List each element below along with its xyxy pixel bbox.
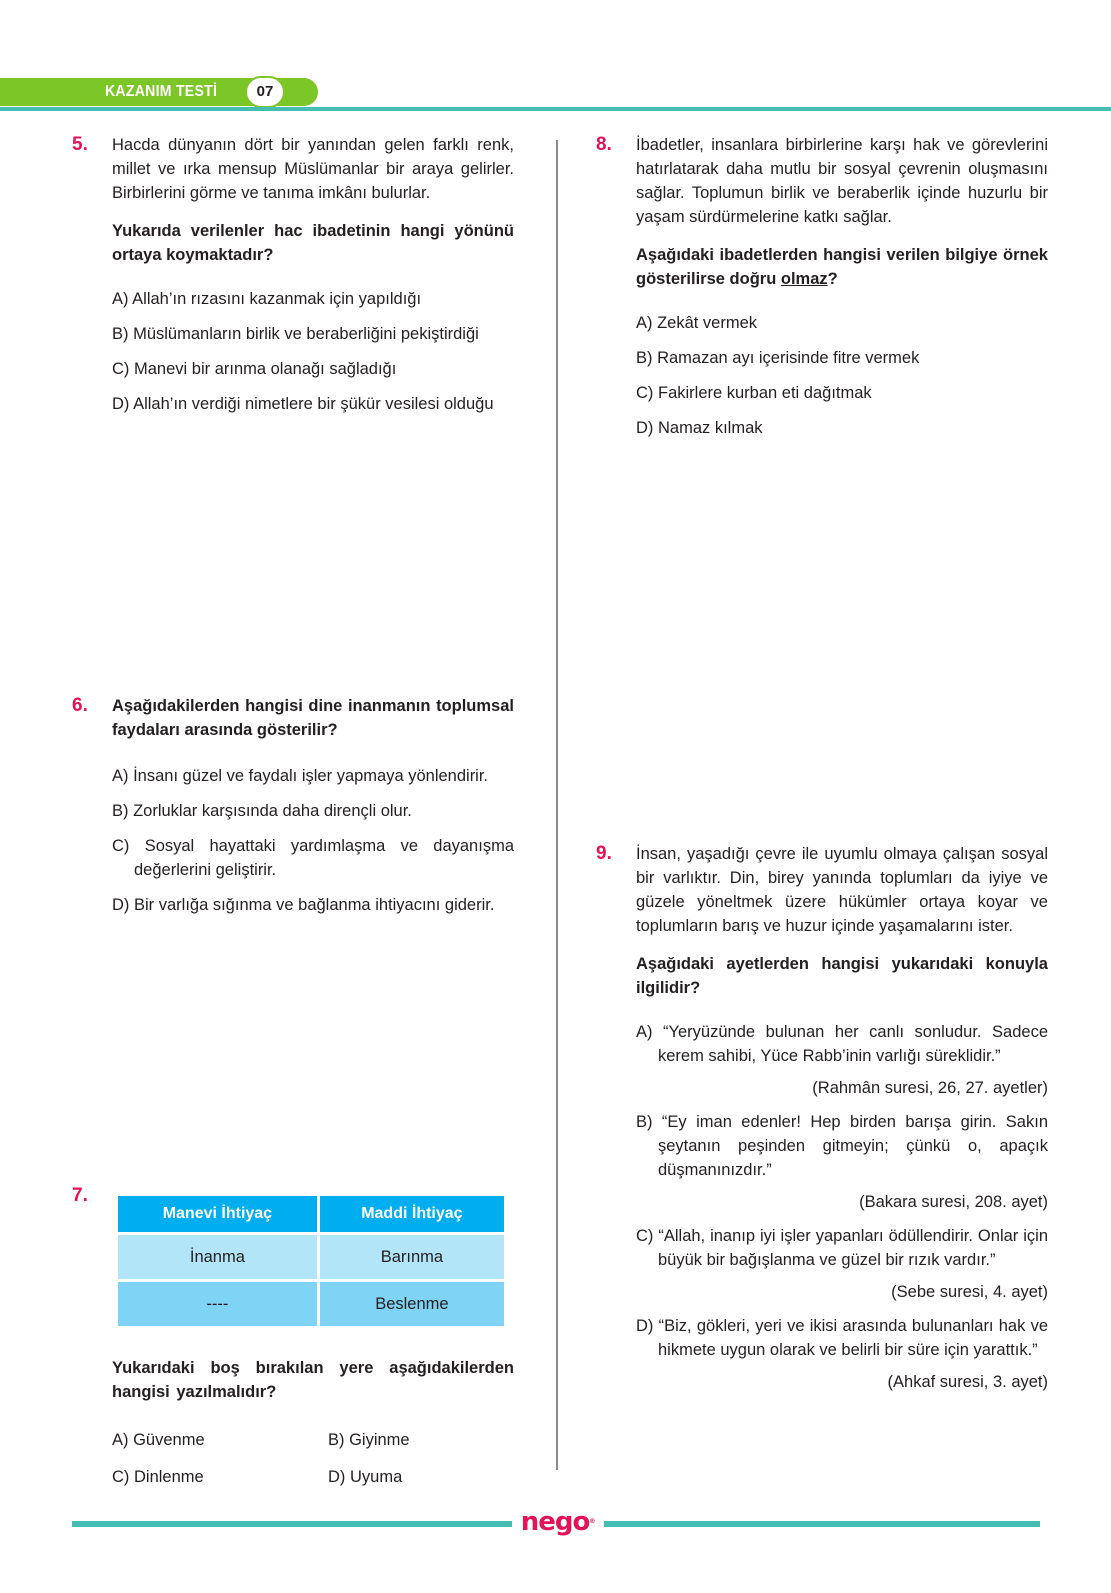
question-stem [636,243,1048,291]
footer-divider-left [72,1521,512,1527]
option-a[interactable]: A) Zekât vermek [636,314,758,332]
option-c[interactable]: C) Dinlenme [112,1468,204,1486]
question-text: İbadetler, insanlara birbirlerine karşı hak ve görevlerini hatırlatarak daha mutlu bir sosyal çevrenin oluşmasını sağlar. Toplumun birlik ve beraberlik içinde huzurlu bir yaşam sürdürmelerine katkı sağlar. [636,136,1048,226]
table-header-maddi: Maddi İhtiyaç [320,1196,504,1232]
stem-text: Aşağıdaki ibadetlerden hangisi verilen bilgiye örnek gösterilirse doğru [636,246,1048,288]
question-number: 9. [596,843,612,864]
question-stem: Aşağıdaki ayetlerden hangisi yukarıdaki konuyla ilgilidir? [636,955,1048,997]
option-a[interactable]: A) Allah’ın rızasını kazanmak için yapıldığı [112,290,422,308]
table-header-row [118,1196,504,1232]
option-c[interactable]: C) Manevi bir arınma olanağı sağladığı [112,360,397,378]
option-a[interactable]: A) İnsanı güzel ve faydalı işler yapmaya yönlendirir. [112,767,489,785]
table-header-manevi: Manevi İhtiyaç [118,1196,317,1232]
option-b[interactable]: B) Giyinme [328,1431,410,1449]
test-title: KAZANIM TESTİ [105,83,218,100]
question-number: 7. [72,1185,88,1206]
option-b[interactable]: B) Zorluklar karşısında daha dirençli olur. [112,802,412,820]
option-a[interactable]: A) “Yeryüzünde bulunan her canlı sonludur. Sadece kerem sahibi, Yüce Rabb’inin varlığı süreklidir.” [636,1023,1048,1065]
question-number: 6. [72,695,88,716]
option-d[interactable]: D) Namaz kılmak [636,419,763,437]
table-row [118,1282,504,1326]
option-b[interactable]: B) Ramazan ayı içerisinde fitre vermek [636,349,920,367]
citation: (Rahmân suresi, 26, 27. ayetler) [812,1079,1048,1097]
question-stem: Yukarıda verilenler hac ibadetinin hangi yönünü ortaya koymaktadır? [112,222,514,264]
needs-table [115,1193,507,1329]
option-b[interactable]: B) “Ey iman edenler! Hep birden barışa girin. Sakın şeytanın peşinden gitmeyin; çünkü o, apaçık düşmanınızdır.” [636,1113,1048,1179]
option-b[interactable]: B) Müslümanların birlik ve beraberliğini pekiştirdiği [112,325,479,343]
option-d[interactable]: D) Allah’ın verdiği nimetlere bir şükür vesilesi olduğu [112,395,494,413]
option-a[interactable]: A) Güvenme [112,1431,205,1449]
option-d[interactable]: D) Bir varlığa sığınma ve bağlanma ihtiyacını giderir. [112,896,495,914]
table-row [118,1235,504,1279]
citation: (Ahkaf suresi, 3. ayet) [887,1373,1048,1391]
question-stem: Yukarıdaki boş bırakılan yere aşağıdakilerden hangisi yazılmalıdır? [112,1359,514,1401]
option-d[interactable]: D) “Biz, gökleri, yeri ve ikisi arasında bulunanları hak ve hikmete uygun olarak ve belirli bir süre için yarattık.” [636,1317,1048,1359]
question-number: 5. [72,134,88,155]
publisher-logo [516,1507,600,1541]
citation: (Sebe suresi, 4. ayet) [891,1283,1048,1301]
test-number-badge: 07 [245,76,285,108]
option-c[interactable]: C) Sosyal hayattaki yardımlaşma ve dayanışma değerlerini geliştirir. [112,837,514,879]
table-cell: Beslenme [320,1282,504,1326]
column-divider [556,140,558,1470]
registered-mark-icon: ® [589,1518,596,1525]
header-divider [0,107,1111,111]
footer-divider-right [604,1521,1040,1527]
stem-end: ? [827,270,838,288]
option-c[interactable]: C) Fakirlere kurban eti dağıtmak [636,384,872,402]
question-text: İnsan, yaşadığı çevre ile uyumlu olmaya çalışan sosyal bir varlıktır. Din, birey yanında toplumları da iyiye ve güzele yöneltmek üzere hükümler ortaya koyar ve toplumların barış ve huzur içinde yaşamalarını ister. [636,845,1048,935]
option-d[interactable]: D) Uyuma [328,1468,403,1486]
table-cell: Barınma [320,1235,504,1279]
question-number: 8. [596,134,612,155]
option-c[interactable]: C) “Allah, inanıp iyi işler yapanları ödüllendirir. Onlar için büyük bir bağışlanma ve güzel bir rızık vardır.” [636,1227,1048,1269]
table-cell: İnanma [118,1235,317,1279]
citation: (Bakara suresi, 208. ayet) [859,1193,1048,1211]
question-stem: Aşağıdakilerden hangisi dine inanmanın toplumsal faydaları arasında gösterilir? [112,697,514,739]
question-text: Hacda dünyanın dört bir yanından gelen farklı renk, millet ve ırka mensup Müslümanlar bir araya gelirler. Birbirlerini görme ve tanıma imkânı bulurlar. [112,136,514,202]
stem-emphasis: olmaz [780,270,828,288]
logo-text: nego [520,1507,590,1537]
question-7-body [112,1356,514,1489]
table-cell-blank: ---- [118,1282,317,1326]
